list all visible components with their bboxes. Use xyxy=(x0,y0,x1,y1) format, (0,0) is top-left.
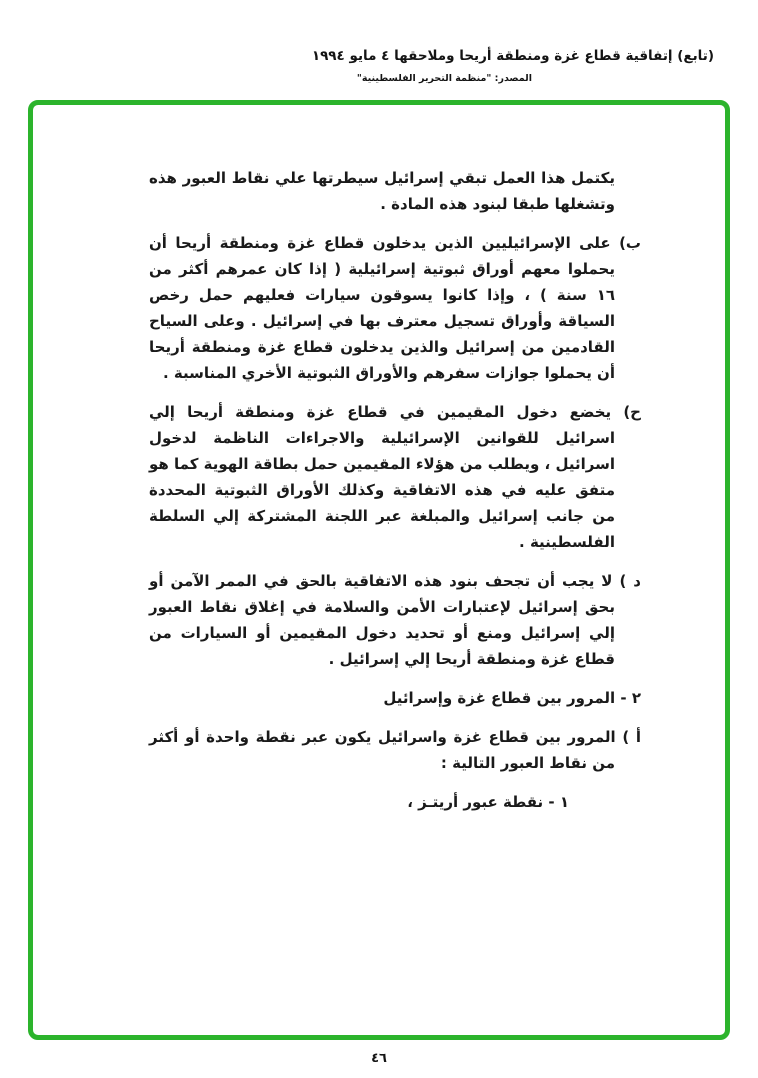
paragraph-clause-b: ب) على الإسرائيليين الذين يدخلون قطاع غزة ومنطقة أريحا أن يحملوا معهم أوراق ثبوتية إسرائيلية ( إذا كان عمرهم أكثر من ١٦ سنة ) ، وإذا كانوا يسوقون سيارات فعليهم حمل رخص السياقة وأوراق تسجيل معترف بها في إسرائيل . وعلى السياح القادمين من إسرائيل والذين يدخلون قطاع غزة ومنطقة أريحا أن يحملوا جوازات سفرهم والأوراق الثبوتية الأخري المناسبة . xyxy=(149,234,641,382)
text-block xyxy=(33,105,725,815)
document-title: (تابع) إتفاقية قطاع غزة ومنطقة أريحا وملاحقها ٤ مايو ١٩٩٤ xyxy=(311,48,714,64)
paragraph-item-a: أ ) المرور بين قطاع غزة واسرائيل يكون عبر نقطة واحدة أو أكثر من نقاط العبور التالية : xyxy=(149,728,641,772)
page-number: ٤٦ xyxy=(371,1051,387,1066)
paragraph-section-2: ٢ - المرور بين قطاع غزة وإسرائيل xyxy=(383,689,641,707)
document-source: المصدر: "منظمة التحرير الفلسطينية" xyxy=(356,73,532,84)
paragraph-continuation: يكتمل هذا العمل تبقي إسرائيل سيطرتها علي نقاط العبور هذه وتشغلها طبقا لبنود هذه المادة . xyxy=(149,169,615,213)
paragraph-clause-j: ح) يخضع دخول المقيمين في قطاع غزة ومنطقة أريحا إلي اسرائيل للقوانين الإسرائيلية والاجراءات الناظمة لدخول اسرائيل ، ويطلب من هؤلاء المقيمين حمل بطاقة الهوية كما هو متفق عليه في هذه الاتفاقية وكذلك الأوراق الثبوتية المحددة من جانب إسرائيل والمبلغة عبر اللجنة المشتركة إلي السلطة الفلسطينية . xyxy=(149,403,641,551)
content-border-frame xyxy=(28,100,730,1040)
paragraph-item-1: ١ - نقطة عبور أريتـز ، xyxy=(407,793,569,811)
paragraph-clause-d: د ) لا يجب أن تجحف بنود هذه الاتفاقية بالحق في الممر الآمن أو بحق إسرائيل لإعتبارات الأمن والسلامة في إغلاق نقاط العبور إلي إسرائيل ومنع أو تحديد دخول المقيمين أو السيارات من قطاع غزة ومنطقة أريحا إلي إسرائيل . xyxy=(149,572,641,668)
